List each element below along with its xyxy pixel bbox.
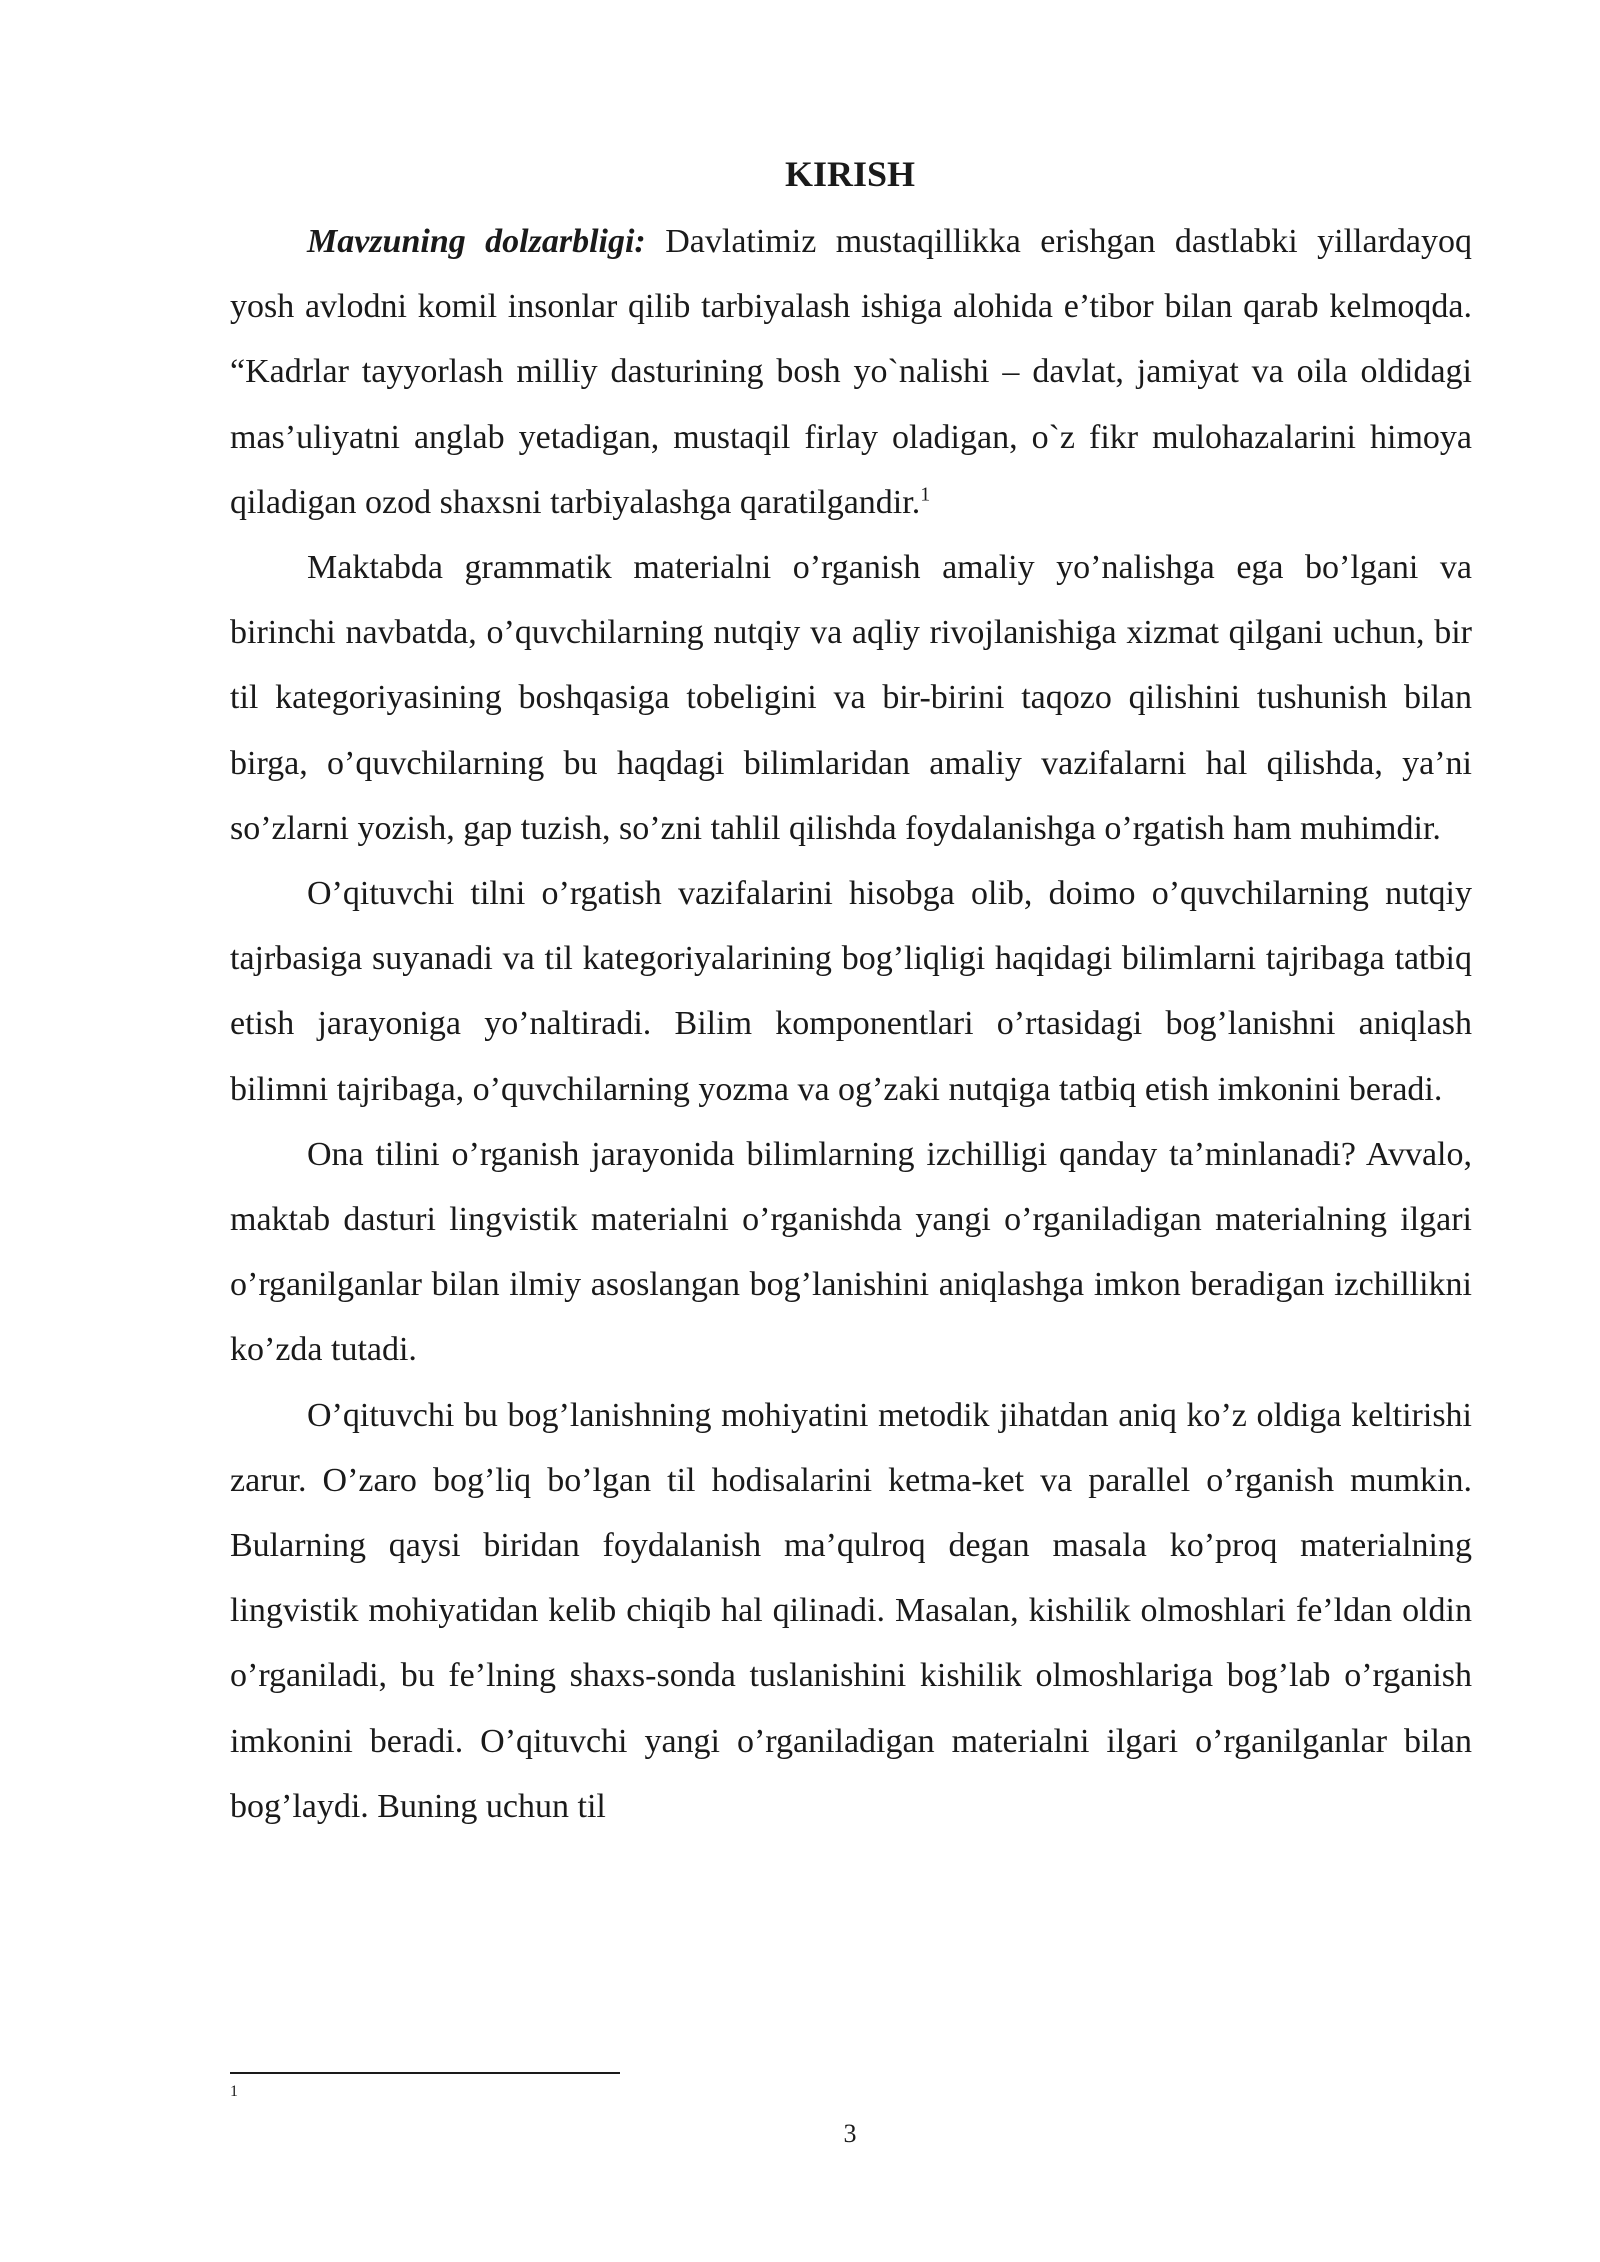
page-number: 3 <box>843 2119 857 2148</box>
page-title: KIRISH <box>784 154 916 194</box>
paragraph-3: O’qituvchi tilni o’rgatish vazifalarini hisobga olib, doimo o’quvchilarning nutqiy tajrbasiga suyanadi va til kategoriyalarining bog’liqligi haqidagi bilimlarni tajribaga tatbiq etish jarayoniga yo’naltiradi. Bilim komponentlari o’rtasidagi bog’lanishni aniqlash bilimni tajribaga, o’quvchilarning yozma va og’zaki nutqiga tatbiq etish imkonini beradi. <box>230 875 1472 1108</box>
footnote-number: 1 <box>230 2083 238 2100</box>
paragraph-text: Davlatimiz mustaqillikka erishgan dastlabki yillardayoq yosh avlodni komil insonlar qilib tarbiyalash ishiga alohida e’tibor bilan qarab kelmoqda. “Kadrlar tayyorlash milliy dasturining bosh yo`nalishi – davlat, jamiyat va oila oldidagi mas’uliyatni anglab yetadigan, mustaqil firlay oladigan, o`z fikr mulohazalarini himoya qiladigan ozod shaxsni tarbiyalashga qaratilgandir. <box>230 223 1472 521</box>
paragraph-2: Maktabda grammatik materialni o’rganish amaliy yo’nalishga ega bo’lgani va birinchi navbatda, o’quvchilarning nutqiy va aqliy rivojlanishiga xizmat qilgani uchun, bir til kategoriyasining boshqasiga tobeligini va bir-birini taqozo qilishini tushunish bilan birga, o’quvchilarning bu haqdagi bilimlaridan amaliy vazifalarni hal qilishda, ya’ni so’zlarni yozish, gap tuzish, so’zni tahlil qilishda foydalanishga o’rgatish ham muhimdir. <box>230 549 1472 847</box>
paragraph-4: Ona tilini o’rganish jarayonida bilimlarning izchilligi qanday ta’minlanadi? Avvalo, maktab dasturi lingvistik materialni o’rganishda yangi o’rganiladigan materialning ilgari o’rganilganlar bilan ilmiy asoslangan bog’lanishini aniqlashga imkon beradigan izchillikni ko’zda tutadi. <box>230 1135 1472 1369</box>
paragraph-lead: Mavzuning dolzarbligi: <box>307 223 646 260</box>
footnote-reference[interactable]: 1 <box>920 483 931 506</box>
paragraph-5: O’qituvchi bu bog’lanishning mohiyatini metodik jihatdan aniq ko’z oldiga keltirishi zarur. O’zaro bog’liq bo’lgan til hodisalarini ketma-ket va parallel o’rganish mumkin. Bularning qaysi biridan foydalanish ma’qulroq degan masala ko’proq materialning lingvistik mohiyatidan kelib chiqib hal qilinadi. Masalan, kishilik olmoshlari fe’ldan oldin o’rganiladi, bu fe’lning shaxs-sonda tuslanishini kishilik olmoshlariga bog’lab o’rganish imkonini beradi. O’qituvchi yangi o’rganiladigan materialni ilgari o’rganilganlar bilan bog’laydi. Buning uchun til <box>230 1396 1472 1825</box>
body-text <box>230 209 1472 1839</box>
footnote-separator <box>230 2072 620 2074</box>
paragraph-1 <box>230 209 1472 535</box>
